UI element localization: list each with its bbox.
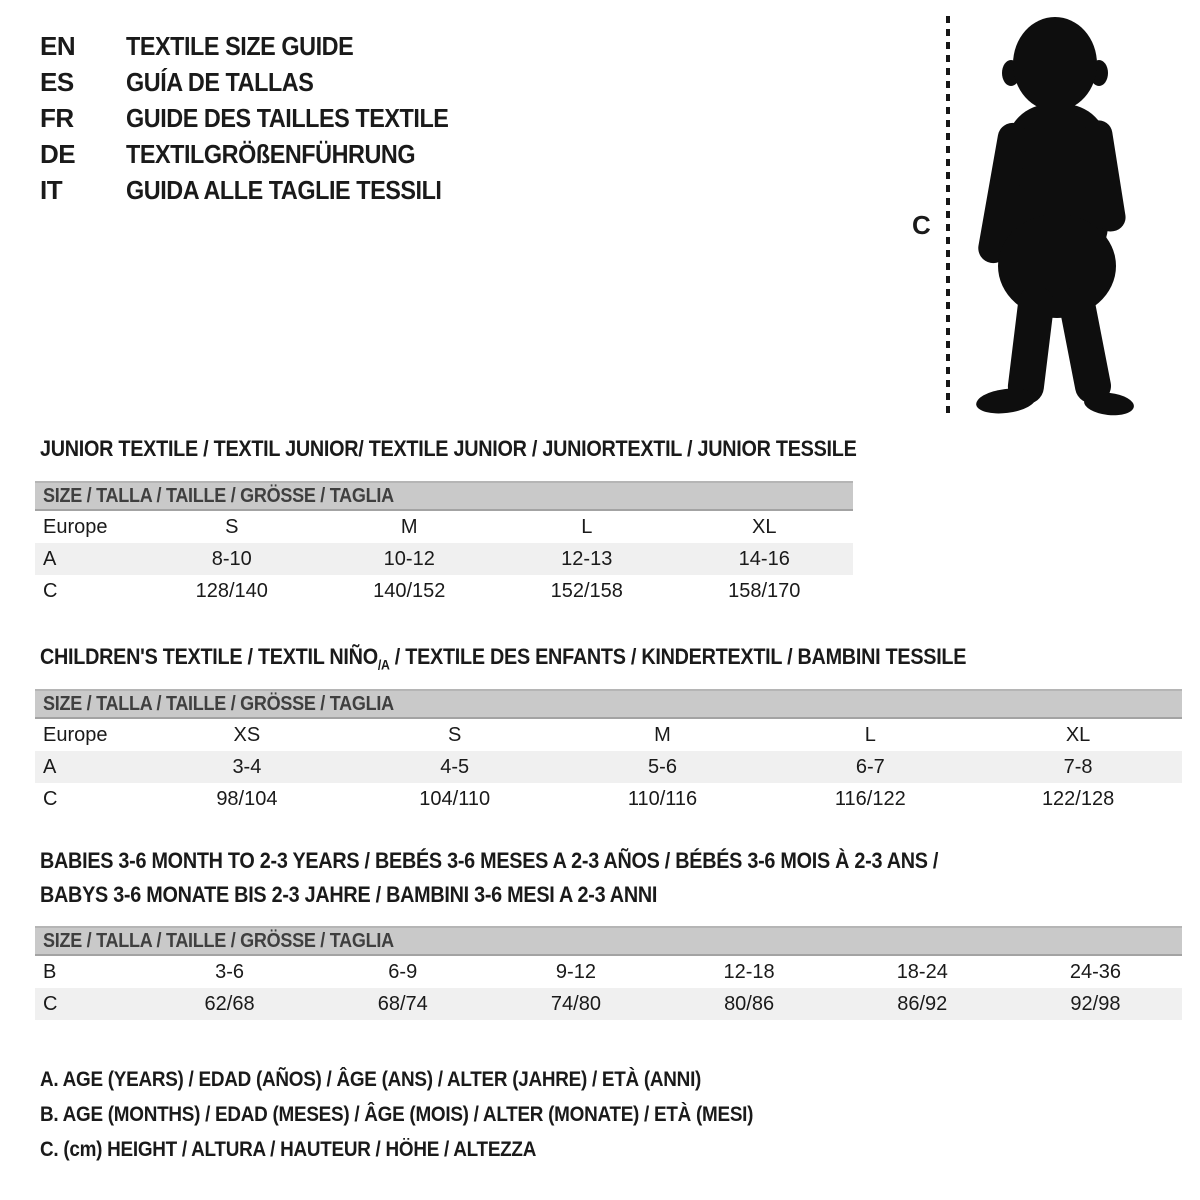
value-cell: 9-12: [555, 960, 596, 983]
language-row-fr: [40, 100, 484, 136]
row-label: Europe: [43, 723, 108, 746]
value-cell: 6-9: [388, 960, 418, 983]
language-title: GUIDE DES TAILLES TEXTILE: [126, 102, 449, 133]
row-label: B: [43, 960, 57, 983]
value-cell: 14-16: [738, 547, 790, 570]
children-size-table: [35, 689, 1182, 815]
size-cell: XS: [233, 723, 261, 746]
junior-section-title: [40, 436, 947, 462]
value-cell: 104/110: [419, 787, 491, 810]
language-title: GUÍA DE TALLAS: [126, 66, 314, 97]
value-cell: 10-12: [383, 547, 435, 570]
value-cell: 110/116: [627, 787, 698, 810]
language-title: GUIDA ALLE TAGLIE TESSILI: [126, 174, 442, 205]
table-row-age-years: [35, 751, 1182, 783]
size-cell: L: [581, 515, 593, 538]
size-cell: M: [654, 723, 671, 746]
table-row-height-cm: [35, 988, 1182, 1020]
nino-a-subscript: /A: [377, 657, 390, 673]
language-row-es: [40, 64, 484, 100]
size-header-text: SIZE / TALLA / TAILLE / GRÖSSE / TAGLIA: [43, 693, 394, 715]
row-label: A: [43, 755, 57, 778]
value-cell: 128/140: [195, 579, 268, 602]
language-code: IT: [40, 174, 63, 205]
language-row-en: [40, 28, 484, 64]
legend-line-c: C. (cm) HEIGHT / ALTURA / HAUTEUR / HÖHE / ALTEZZA: [40, 1138, 537, 1161]
language-title-list: [40, 28, 484, 208]
legend-line-a: A. AGE (YEARS) / EDAD (AÑOS) / ÂGE (ANS) / ALTER (JAHRE) / ETÀ (ANNI): [40, 1068, 702, 1091]
height-measure-label: C: [912, 210, 931, 240]
value-cell: 3-4: [232, 755, 262, 778]
value-cell: 8-10: [211, 547, 252, 570]
value-cell: 140/152: [373, 579, 446, 602]
language-row-de: [40, 136, 484, 172]
table-row-age-years: [35, 543, 853, 575]
size-header-text: SIZE / TALLA / TAILLE / GRÖSSE / TAGLIA: [43, 930, 394, 952]
value-cell: 62/68: [204, 992, 255, 1015]
language-title: TEXTILGRÖßENFÜHRUNG: [126, 138, 416, 169]
size-header-text: SIZE / TALLA / TAILLE / GRÖSSE / TAGLIA: [43, 485, 394, 507]
table-row-europe: [35, 511, 853, 543]
table-row-height-cm: [35, 783, 1182, 815]
value-cell: 92/98: [1070, 992, 1121, 1015]
value-cell: 158/170: [728, 579, 801, 602]
size-cell: XL: [752, 515, 777, 538]
table-row-height-cm: [35, 575, 853, 607]
value-cell: 122/128: [1041, 787, 1115, 810]
value-cell: 24-36: [1069, 960, 1122, 983]
row-label: A: [43, 547, 57, 570]
language-code: DE: [40, 138, 76, 169]
junior-section-title-text: JUNIOR TEXTILE / TEXTIL JUNIOR/ TEXTILE JUNIOR / JUNIORTEXTIL / JUNIOR TESSILE: [40, 436, 857, 461]
value-cell: 74/80: [550, 992, 601, 1015]
value-cell: 98/104: [216, 787, 278, 810]
size-cell: M: [400, 515, 418, 538]
value-cell: 18-24: [896, 960, 948, 983]
height-measure-dashed-line: [946, 16, 950, 416]
value-cell: 12-13: [561, 547, 613, 570]
babies-section-title-line1: BABIES 3-6 MONTH TO 2-3 YEARS / BEBÉS 3-6 MESES A 2-3 AÑOS / BÉBÉS 3-6 MOIS À 2-3 ANS /: [40, 848, 939, 873]
row-label: C: [43, 579, 58, 602]
value-cell: 80/86: [724, 992, 775, 1015]
value-cell: 7-8: [1063, 755, 1093, 778]
children-section-title: [40, 644, 1069, 672]
table-row-europe: [35, 719, 1182, 751]
value-cell: 12-18: [723, 960, 775, 983]
language-row-it: [40, 172, 484, 208]
row-label: C: [43, 992, 58, 1015]
junior-size-table: [35, 481, 853, 607]
language-code: ES: [40, 66, 74, 97]
value-cell: 68/74: [377, 992, 428, 1015]
size-header-bar: [35, 689, 1182, 719]
babies-size-table: [35, 926, 1182, 1020]
toddler-silhouette-icon: [960, 14, 1140, 419]
value-cell: 86/92: [897, 992, 948, 1015]
language-code: FR: [40, 102, 74, 133]
value-cell: 116/122: [834, 787, 906, 810]
measurement-legend: [40, 1068, 832, 1173]
size-cell: XL: [1065, 723, 1091, 746]
table-row-age-months: [35, 956, 1182, 988]
row-label: C: [43, 787, 58, 810]
value-cell: 5-6: [648, 755, 677, 778]
language-code: EN: [40, 30, 76, 61]
babies-section-title-line2: BABYS 3-6 MONATE BIS 2-3 JAHRE / BAMBINI 3-6 MESI A 2-3 ANNI: [40, 882, 658, 907]
size-cell: L: [864, 723, 876, 746]
size-cell: S: [225, 515, 239, 538]
size-header-bar: [35, 926, 1182, 956]
legend-line-b: B. AGE (MONTHS) / EDAD (MESES) / ÂGE (MOIS) / ALTER (MONATE) / ETÀ (MESI): [40, 1103, 754, 1126]
size-cell: S: [448, 723, 462, 746]
value-cell: 152/158: [550, 579, 623, 602]
value-cell: 6-7: [855, 755, 885, 778]
value-cell: 3-6: [215, 960, 245, 983]
size-header-bar: [35, 481, 853, 511]
value-cell: 4-5: [440, 755, 470, 778]
row-label: Europe: [43, 515, 108, 538]
children-section-title-text: CHILDREN'S TEXTILE / TEXTIL $NIÑO_{/A}$ / TEXTILE DES ENFANTS / KINDERTEXTIL / BAMBINI TESSILE: [40, 644, 967, 673]
language-title: TEXTILE SIZE GUIDE: [126, 30, 354, 61]
